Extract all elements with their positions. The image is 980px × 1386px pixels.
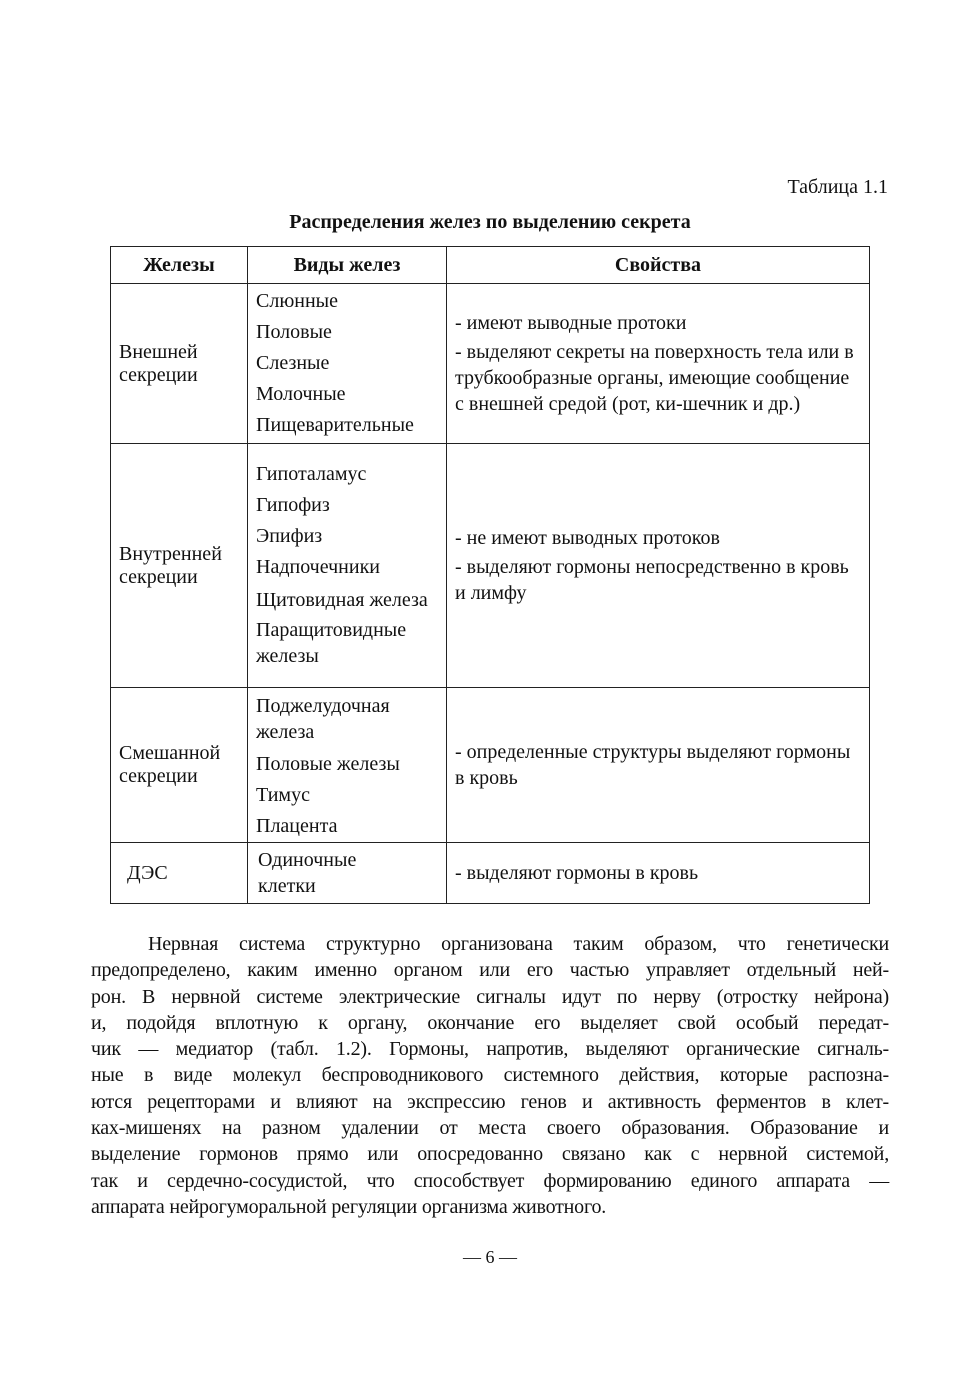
paragraph-line: Нервная система структурно организована таким образом, что генетически bbox=[148, 933, 889, 955]
paragraph-line: так и сердечно-сосудистой, что способствует формированию единого аппарата — bbox=[91, 1169, 889, 1192]
table-header-row bbox=[111, 247, 870, 284]
table-caption: Таблица 1.1 bbox=[787, 176, 888, 198]
type-item: Щитовидная железа bbox=[256, 588, 428, 611]
properties-cell bbox=[447, 284, 870, 444]
type-item: Плацента bbox=[256, 814, 338, 837]
properties-cell bbox=[447, 688, 870, 843]
type-item: Эпифиз bbox=[256, 524, 323, 547]
gland-cell: Внешней секреции bbox=[111, 284, 248, 444]
paragraph-line: чик — медиатор (табл. 1.2). Гормоны, напротив, выделяют органические сигналь- bbox=[91, 1038, 889, 1061]
header-glands: Железы bbox=[111, 247, 248, 284]
types-cell bbox=[248, 688, 447, 843]
type-item: Половые bbox=[256, 321, 332, 343]
table-row bbox=[111, 444, 870, 688]
types-cell bbox=[248, 444, 447, 688]
type-item: Надпочечники bbox=[256, 555, 381, 578]
type-item: Половые железы bbox=[256, 752, 400, 775]
type-item: Поджелудочная железа bbox=[256, 694, 390, 743]
paragraph-line: ются рецепторами и влияют на экспрессию генов и активность ферментов в клет- bbox=[91, 1090, 889, 1113]
properties-cell bbox=[447, 843, 870, 904]
paragraph-line: и, подойдя вплотную к органу, окончание его выделяет свой особый передат- bbox=[91, 1011, 889, 1034]
table-title: Распределения желез по выделению секрета bbox=[289, 211, 691, 233]
type-item: Молочные bbox=[256, 383, 346, 405]
type-item: Пищеварительные bbox=[256, 414, 414, 436]
gland-cell: Внутренней секреции bbox=[111, 444, 248, 688]
property-item: - определенные структуры выделяют гормоны в кровь bbox=[455, 741, 851, 789]
table-row bbox=[111, 843, 870, 904]
paragraph-line: предопределено, каким именно органом или его частью управляет отдельный ней- bbox=[91, 959, 889, 982]
table-row bbox=[111, 688, 870, 843]
paragraph-line: аппарата нейрогуморальной регуляции организма животного. bbox=[91, 1195, 607, 1218]
property-item: - выделяют секреты на поверхность тела или в трубкообразные органы, имеющие сообщение с внешней средой (рот, ки-шечник и др.) bbox=[455, 341, 854, 415]
glands-table bbox=[110, 246, 870, 904]
type-item: Слезные bbox=[256, 352, 330, 374]
type-item: Гипоталамус bbox=[256, 462, 367, 485]
property-item: - имеют выводные протоки bbox=[455, 312, 687, 334]
type-item: Одиночные клетки bbox=[258, 849, 357, 897]
paragraph-line: рон. В нервной системе электрические сигналы идут по нерву (отростку нейрона) bbox=[91, 985, 889, 1008]
header-types: Виды желез bbox=[248, 247, 447, 284]
table-row bbox=[111, 284, 870, 444]
type-item: Гипофиз bbox=[256, 493, 330, 516]
paragraph-line: выделение гормонов прямо или опосредованно связано как с нервной системой, bbox=[91, 1143, 889, 1166]
paragraph-line: ках-мишенях на разном удалении от места своего образования. Образование и bbox=[91, 1117, 889, 1140]
type-item: Паращитовидные железы bbox=[256, 618, 407, 667]
paragraph-line: ные в виде молекул беспроводникового системного действия, которые распозна- bbox=[91, 1064, 889, 1087]
type-item: Слюнные bbox=[256, 290, 338, 312]
body-paragraph bbox=[91, 931, 889, 1220]
property-item: - не имеют выводных протоков bbox=[455, 527, 720, 549]
gland-cell: Смешанной секреции bbox=[111, 688, 248, 843]
page-number: — 6 — bbox=[463, 1247, 517, 1267]
types-cell bbox=[248, 284, 447, 444]
header-properties: Свойства bbox=[447, 247, 870, 284]
type-item: Тимус bbox=[256, 783, 310, 806]
types-cell bbox=[248, 843, 447, 904]
properties-cell bbox=[447, 444, 870, 688]
property-item: - выделяют гормоны непосредственно в кровь и лимфу bbox=[455, 556, 849, 604]
property-item: - выделяют гормоны в кровь bbox=[455, 862, 699, 884]
gland-cell: ДЭС bbox=[111, 843, 248, 904]
